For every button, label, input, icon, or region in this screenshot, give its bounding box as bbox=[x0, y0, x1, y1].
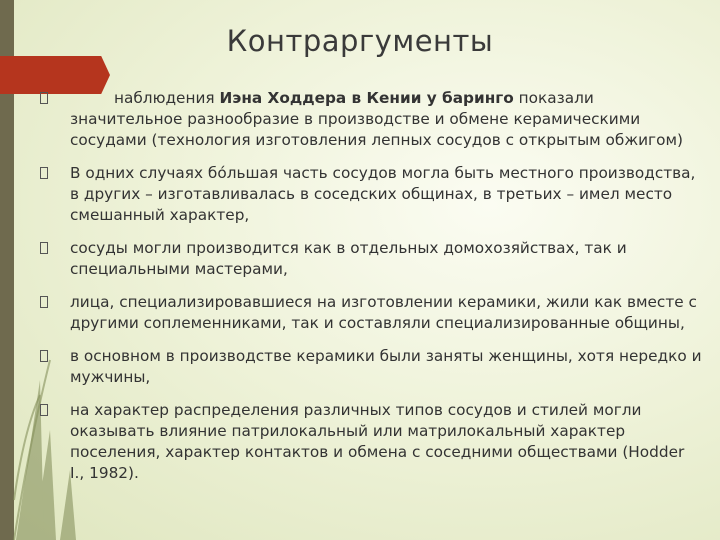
bullet-text-post: показали значительное разнообразие в производстве и обмене керамическими сосудами (технология изготовления лепных сосудов с открытым обжигом) bbox=[70, 89, 683, 149]
bullet-text: на характер распределения различных типов сосудов и стилей могли оказывать влияние патрилокальный или матрилокальный характер поселения, характер контактов и обмена с соседними обществами (Hodder I., 1982). bbox=[70, 401, 685, 482]
bullet-text: в основном в производстве керамики были заняты женщины, хотя нередко и мужчины, bbox=[70, 347, 702, 386]
bullet-item bbox=[34, 292, 702, 334]
bullet-text-strong: Иэна Ходдера в Кении у баринго bbox=[219, 89, 514, 107]
bullet-list bbox=[34, 88, 702, 496]
bullet-icon bbox=[40, 404, 48, 416]
bullet-icon bbox=[40, 167, 48, 179]
bullet-text: В одних случаях бóльшая часть сосудов могла быть местного производства, в других – изготавливалась в соседских общинах, в третьих – имел место смешанный характер, bbox=[70, 164, 696, 224]
bullet-icon bbox=[40, 242, 48, 254]
bullet-item bbox=[34, 163, 702, 226]
bullet-item bbox=[34, 238, 702, 280]
bullet-text: лица, специализировавшиеся на изготовлении керамики, жили как вместе с другими соплеменниками, так и составляли специализированные общины, bbox=[70, 293, 697, 332]
bullet-item bbox=[34, 88, 702, 151]
bullet-icon bbox=[40, 92, 48, 104]
bullet-icon bbox=[40, 350, 48, 362]
bullet-text: сосуды могли производится как в отдельных домохозяйствах, так и специальными мастерами, bbox=[70, 239, 627, 278]
bullet-text-pre: наблюдения bbox=[114, 89, 220, 107]
bullet-item bbox=[34, 400, 702, 484]
bullet-item bbox=[34, 346, 702, 388]
slide-title: Контраргументы bbox=[226, 24, 494, 58]
bullet-icon bbox=[40, 296, 48, 308]
